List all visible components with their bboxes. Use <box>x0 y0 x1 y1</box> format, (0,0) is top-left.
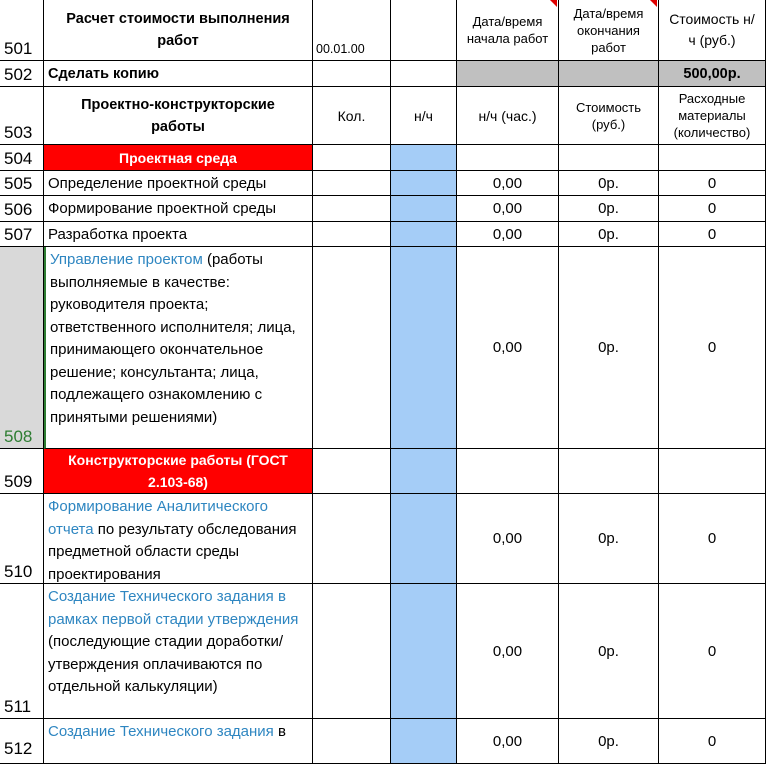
design-works-header[interactable]: Проектно-конструкторские работы <box>44 87 313 145</box>
qty-cell[interactable] <box>313 494 391 584</box>
work-description: в <box>273 723 286 740</box>
row-505 <box>0 171 770 196</box>
nh-header[interactable]: н/ч <box>391 87 457 145</box>
row-506 <box>0 196 770 222</box>
end-datetime-header[interactable] <box>559 0 659 61</box>
empty-gray-cell[interactable] <box>559 61 659 87</box>
qty-cell[interactable] <box>313 222 391 247</box>
materials-cell[interactable]: 0 <box>659 494 766 584</box>
cost-cell[interactable]: 0р. <box>559 196 659 222</box>
row-number[interactable]: 512 <box>0 719 44 764</box>
empty-cell[interactable] <box>457 449 559 494</box>
nh-input-cell[interactable] <box>391 145 457 171</box>
qty-cell[interactable] <box>313 584 391 719</box>
row-508 <box>0 247 770 449</box>
date-value: 00.01.00 <box>316 42 365 56</box>
cost-cell[interactable]: 0р. <box>559 584 659 719</box>
empty-cell[interactable] <box>559 145 659 171</box>
work-name-cell[interactable]: Формирование проектной среды <box>44 196 313 222</box>
section-header-project-env[interactable]: Проектная среда <box>44 145 313 171</box>
nh-input-cell[interactable] <box>391 584 457 719</box>
row-507 <box>0 222 770 247</box>
calc-title-cell[interactable]: Расчет стоимости выполнения работ <box>44 0 313 61</box>
row-number[interactable]: 509 <box>0 449 44 494</box>
make-copy-cell[interactable]: Сделать копию <box>44 61 313 87</box>
row-504 <box>0 145 770 171</box>
row-number[interactable]: 508 <box>0 247 44 449</box>
end-datetime-label: Дата/время окончания работ <box>573 5 644 55</box>
materials-cell[interactable]: 0 <box>659 222 766 247</box>
nh-input-cell[interactable] <box>391 449 457 494</box>
hours-cell[interactable]: 0,00 <box>457 222 559 247</box>
row-number[interactable]: 506 <box>0 196 44 222</box>
work-description: (работы выполняемые в качестве: руководителя проекта; ответственного исполнителя; лица, принимающего окончательное решение; консультанта; лица, подлежащего ознакомлению с принятыми решениями) <box>50 251 296 426</box>
row-number[interactable]: 505 <box>0 171 44 196</box>
nh-input-cell[interactable] <box>391 171 457 196</box>
row-503 <box>0 87 770 145</box>
empty-cell[interactable] <box>391 0 457 61</box>
work-link[interactable]: Формирование Аналитического отчета <box>48 498 269 538</box>
empty-cell[interactable] <box>659 449 766 494</box>
cost-per-hour-header[interactable]: Стоимость н/ч (руб.) <box>659 0 766 61</box>
cost-cell[interactable]: 0р. <box>559 171 659 196</box>
cost-cell[interactable]: 0р. <box>559 494 659 584</box>
cost-header[interactable]: Стоимость (руб.) <box>559 87 659 145</box>
materials-cell[interactable]: 0 <box>659 247 766 449</box>
work-description: (последующие стадии доработки/утверждения оплачиваются по отдельной калькуляции) <box>48 633 284 695</box>
empty-cell[interactable] <box>391 61 457 87</box>
materials-header[interactable]: Расходные материалы (количество) <box>659 87 766 145</box>
qty-cell[interactable] <box>313 196 391 222</box>
section-header-design-works[interactable]: Конструкторские работы (ГОСТ 2.103-68) <box>44 449 313 494</box>
materials-cell[interactable]: 0 <box>659 196 766 222</box>
row-509 <box>0 449 770 494</box>
row-number[interactable]: 502 <box>0 61 44 87</box>
row-510 <box>0 494 770 584</box>
nh-input-cell[interactable] <box>391 222 457 247</box>
materials-cell[interactable]: 0 <box>659 171 766 196</box>
row-501 <box>0 0 770 61</box>
materials-cell[interactable]: 0 <box>659 584 766 719</box>
date-cell[interactable] <box>313 0 391 61</box>
cost-cell[interactable]: 0р. <box>559 247 659 449</box>
empty-cell[interactable] <box>313 61 391 87</box>
empty-cell[interactable] <box>659 145 766 171</box>
hours-cell[interactable]: 0,00 <box>457 584 559 719</box>
row-number[interactable]: 510 <box>0 494 44 584</box>
hours-cell[interactable]: 0,00 <box>457 719 559 764</box>
hours-cell[interactable]: 0,00 <box>457 171 559 196</box>
comment-indicator-icon <box>550 0 557 7</box>
work-name-cell[interactable] <box>44 247 313 449</box>
row-number[interactable]: 504 <box>0 145 44 171</box>
cost-value-cell[interactable]: 500,00р. <box>659 61 766 87</box>
empty-cell[interactable] <box>559 449 659 494</box>
comment-indicator-icon <box>650 0 657 7</box>
hours-cell[interactable]: 0,00 <box>457 196 559 222</box>
row-number[interactable]: 501 <box>0 0 44 61</box>
cost-cell[interactable]: 0р. <box>559 719 659 764</box>
nh-input-cell[interactable] <box>391 196 457 222</box>
row-number[interactable]: 507 <box>0 222 44 247</box>
qty-cell[interactable] <box>313 719 391 764</box>
work-name-cell[interactable]: Определение проектной среды <box>44 171 313 196</box>
qty-cell[interactable] <box>313 171 391 196</box>
work-name-cell[interactable]: Разработка проекта <box>44 222 313 247</box>
row-number[interactable]: 511 <box>0 584 44 719</box>
hours-cell[interactable]: 0,00 <box>457 494 559 584</box>
empty-gray-cell[interactable] <box>457 61 559 87</box>
row-502 <box>0 61 770 87</box>
work-name-cell[interactable] <box>44 494 313 584</box>
empty-cell[interactable] <box>457 145 559 171</box>
row-number[interactable]: 503 <box>0 87 44 145</box>
materials-cell[interactable]: 0 <box>659 719 766 764</box>
empty-cell[interactable] <box>313 449 391 494</box>
work-name-cell[interactable] <box>44 584 313 719</box>
nh-input-cell[interactable] <box>391 247 457 449</box>
empty-cell[interactable] <box>313 145 391 171</box>
start-datetime-header[interactable] <box>457 0 559 61</box>
nh-input-cell[interactable] <box>391 719 457 764</box>
hours-cell[interactable]: 0,00 <box>457 247 559 449</box>
start-datetime-label: Дата/время начала работ <box>466 14 549 46</box>
cost-cell[interactable]: 0р. <box>559 222 659 247</box>
work-link[interactable]: Создание Технического задания <box>48 723 274 740</box>
row-511 <box>0 584 770 719</box>
hours-header[interactable]: н/ч (час.) <box>457 87 559 145</box>
work-link[interactable]: Управление проектом <box>50 251 203 268</box>
qty-cell[interactable] <box>313 247 391 449</box>
work-link[interactable]: Создание Технического задания в рамках первой стадии утверждения <box>48 588 299 628</box>
work-name-cell[interactable] <box>44 719 313 764</box>
row-512 <box>0 719 770 764</box>
qty-header[interactable]: Кол. <box>313 87 391 145</box>
nh-input-cell[interactable] <box>391 494 457 584</box>
work-description: по результату обследования предметной области среды проектирования <box>48 520 297 583</box>
